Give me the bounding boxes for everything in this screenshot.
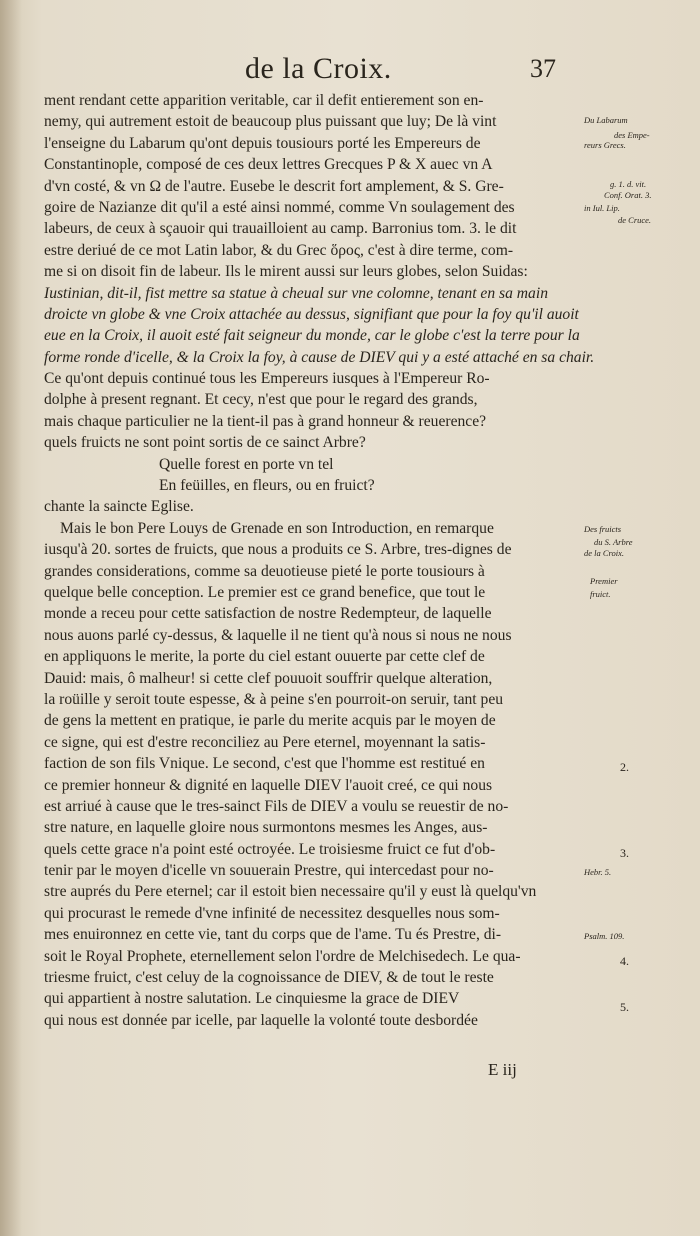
paragraph-line: stre nature, en laquelle gloire nous surmontons mesmes les Anges, aus- xyxy=(44,819,488,837)
paragraph-line: monde a receu pour cette satisfaction de nostre Redempteur, de laquelle xyxy=(44,605,492,623)
text-line: droicte vn globe & vne Croix attachée au dessus, signifiant que pour la foy qu'il auoit xyxy=(44,305,579,323)
text-line: eue en la Croix, il auoit esté fait seigneur du monde, car le globe c'est la terre pour la xyxy=(44,327,580,345)
header-title: de la Croix. xyxy=(245,52,392,85)
paragraph-line: qui appartient à nostre salutation. Le cinquiesme la grace de DIEV xyxy=(44,990,460,1008)
paragraph-line: quels cette grace n'a point esté octroyée. Le troisiesme fruict ce fut d'ob- xyxy=(44,840,496,858)
spine-shadow xyxy=(0,0,22,1236)
text-line: Constantinople, composé de ces deux lettres Grecques P & X auec vn A xyxy=(44,156,493,174)
margin-note: Hebr. 5. xyxy=(584,867,612,877)
margin-note: fruict. xyxy=(590,589,611,599)
paragraph-line: en appliquons le merite, la porte du ciel estant ouuerte par cette clef de xyxy=(44,648,485,666)
margin-note: de la Croix. xyxy=(584,548,625,558)
text-line: goire de Nazianze dit qu'il a esté ainsi nommé, comme Vn soulagement des xyxy=(44,198,515,216)
margin-note: de Cruce. xyxy=(618,215,652,225)
paragraph-line: ce premier honneur & dignité en laquelle DIEV l'auoit creé, ce qui nous xyxy=(44,776,493,794)
verse-line: En feüilles, en fleurs, ou en fruict? xyxy=(159,477,375,495)
paragraph-line: Dauid: mais, ô malheur! si cette clef pouuoit souffrir quelque alteration, xyxy=(44,669,493,687)
paragraph-line: quelque belle conception. Le premier est ce grand benefice, que tout le xyxy=(44,583,486,601)
running-head xyxy=(0,52,700,92)
paragraph-line: qui nous est donnée par icelle, par laquelle la volonté toute desbordée xyxy=(44,1011,478,1029)
text-line: nemy, qui autrement estoit de beaucoup plus puissant que luy; De là vint xyxy=(44,113,497,131)
paragraph-line: qui procurast le remede d'vne infinité de necessitez desquelles nous som- xyxy=(44,904,500,922)
margin-note: in Iul. Lip. xyxy=(584,203,620,213)
paragraph-line: tenir par le moyen d'icelle vn souuerain Prestre, qui intercedast pour no- xyxy=(44,862,494,880)
margin-number: 2. xyxy=(620,760,629,774)
signature-mark: E iij xyxy=(488,1060,517,1079)
text-line: dolphe à present regnant. Et cecy, n'est que pour le regard des grands, xyxy=(44,391,478,409)
margin-note: reurs Grecs. xyxy=(584,140,626,150)
margin-note: g. 1. d. vit. xyxy=(610,179,647,189)
margin-number: 4. xyxy=(620,954,629,968)
margin-note: Des fruicts xyxy=(584,524,622,534)
margin-note: Du Labarum xyxy=(584,115,628,125)
margin-number: 3. xyxy=(620,846,629,860)
paragraph-line: triesme fruict, c'est celuy de la cognoissance de DIEV, & de tout le reste xyxy=(44,969,494,987)
margin-note: Conf. Orat. 3. xyxy=(604,190,652,200)
paragraph-line: ce signe, qui est d'estre reconciliez au Pere eternel, moyennant la satis- xyxy=(44,733,486,751)
margin-number: 5. xyxy=(620,1000,629,1014)
text-line: ment rendant cette apparition veritable, car il defit entierement son en- xyxy=(44,92,484,109)
paragraph-line: de gens la mettent en pratique, ie parle du merite acquis par le moyen de xyxy=(44,712,496,730)
margin-note: Premier xyxy=(590,576,618,586)
text-line: me si on disoit fin de labeur. Ils le mirent aussi sur leurs globes, selon Suidas: xyxy=(44,263,528,281)
paragraph-line: grandes considerations, comme sa deuotieuse pieté le porte tousiours à xyxy=(44,562,485,580)
text-line: forme ronde d'icelle, & la Croix la foy, à cause de DIEV qui y a esté attaché en sa chair. xyxy=(44,348,595,366)
text-line: chante la saincte Eglise. xyxy=(44,498,194,516)
verse-line: Quelle forest en porte vn tel xyxy=(159,455,334,473)
paragraph-line: stre auprés du Pere eternel; car il estoit bien necessaire qu'il y eust là quelqu'vn xyxy=(44,883,537,901)
paragraph-line: iusqu'à 20. sortes de fruicts, que nous a produits ce S. Arbre, tres-dignes de xyxy=(44,541,512,559)
paragraph-line: est arriué à cause que le tres-sainct Fils de DIEV a voulu se reuestir de no- xyxy=(44,797,509,815)
text-line: quels fruicts ne sont point sortis de ce sainct Arbre? xyxy=(44,434,366,452)
margin-note: des Empe- xyxy=(614,130,650,140)
body-text xyxy=(44,90,595,1031)
paragraph-line: faction de son fils Vnique. Le second, c'est que l'homme est restitué en xyxy=(44,755,485,773)
text-line: mais chaque particulier ne la tient-il pas à grand honneur & reuerence? xyxy=(44,412,487,430)
margin-note: Psalm. 109. xyxy=(584,931,625,941)
margin-note: du S. Arbre xyxy=(594,537,633,547)
text-line: Iustinian, dit-il, fist mettre sa statue à cheual sur vne colomne, tenant en sa main xyxy=(44,284,548,302)
text-line: d'vn costé, & vn Ω de l'autre. Eusebe le descrit fort amplement, & S. Gre- xyxy=(44,177,504,195)
text-line: estre deriué de ce mot Latin labor, & du Grec ὅρος, c'est à dire terme, com- xyxy=(44,241,514,259)
paragraph-line: soit le Royal Prophete, eternellement selon l'ordre de Melchisedech. Le qua- xyxy=(44,947,521,965)
paragraph-line: la roüille y seroit toute espesse, & à peine s'en pourroit-on seruir, tant peu xyxy=(44,690,504,708)
text-line: Ce qu'ont depuis continué tous les Empereurs iusques à l'Empereur Ro- xyxy=(44,370,490,388)
page-number: 37 xyxy=(530,54,556,83)
paragraph-line: nous auons parlé cy-dessus, & laquelle il ne tient qu'à nous si nous ne nous xyxy=(44,626,512,644)
paragraph-line: Mais le bon Pere Louys de Grenade en son Introduction, en remarque xyxy=(60,519,494,537)
paragraph-line: mes enuironnez en cette vie, tant du corps que de l'ame. Tu és Prestre, di- xyxy=(44,926,502,944)
text-line: l'enseigne du Labarum qu'ont depuis tousiours porté les Empereurs de xyxy=(44,134,481,152)
text-line: labeurs, de ceux à sçauoir qui trauailloient au camp. Barronius tom. 3. le dit xyxy=(44,220,517,238)
